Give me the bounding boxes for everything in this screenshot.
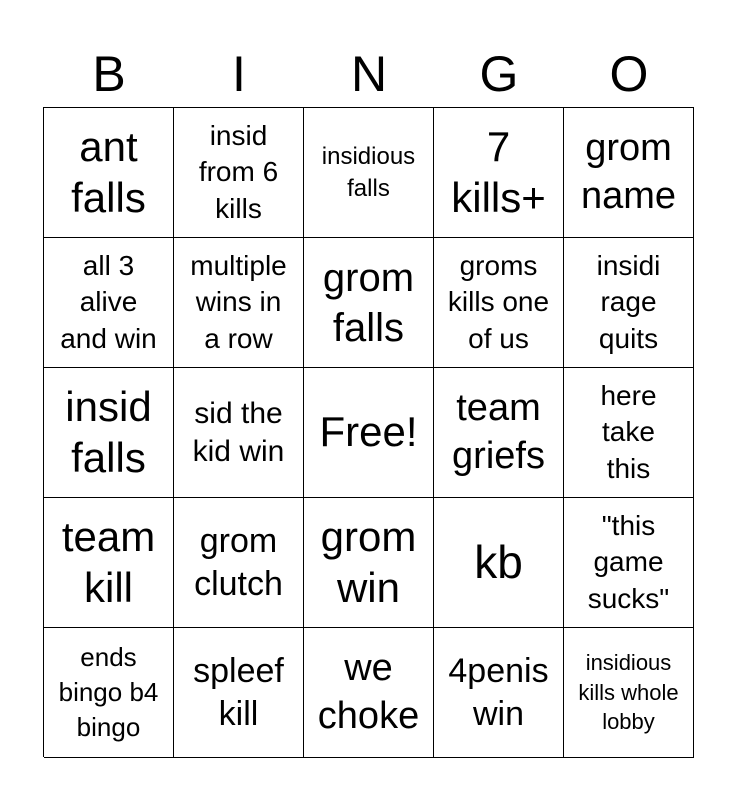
bingo-header xyxy=(44,42,694,106)
bingo-cell-r2c2[interactable]: multiple wins in a row xyxy=(174,238,304,368)
bingo-cell-r2c4[interactable]: groms kills one of us xyxy=(434,238,564,368)
header-letter-n: N xyxy=(350,46,388,102)
free-space-cell[interactable]: Free! xyxy=(304,368,434,498)
bingo-board xyxy=(43,107,694,757)
bingo-cell-r4c5[interactable]: "this game sucks" xyxy=(564,498,694,628)
bingo-cell-r4c1[interactable]: team kill xyxy=(44,498,174,628)
bingo-cell-r5c5[interactable]: insidious kills whole lobby xyxy=(564,628,694,758)
bingo-cell-r4c4[interactable]: kb xyxy=(434,498,564,628)
bingo-cell-r4c2[interactable]: grom clutch xyxy=(174,498,304,628)
bingo-cell-r5c4[interactable]: 4penis win xyxy=(434,628,564,758)
header-letter-i: I xyxy=(232,46,246,102)
bingo-cell-r1c1[interactable]: ant falls xyxy=(44,108,174,238)
bingo-cell-r5c2[interactable]: spleef kill xyxy=(174,628,304,758)
bingo-cell-r5c1[interactable]: ends bingo b4 bingo xyxy=(44,628,174,758)
bingo-cell-r3c1[interactable]: insid falls xyxy=(44,368,174,498)
bingo-cell-r3c4[interactable]: team griefs xyxy=(434,368,564,498)
bingo-cell-r5c3[interactable]: we choke xyxy=(304,628,434,758)
header-letter-o: O xyxy=(609,46,649,102)
bingo-cell-r4c3[interactable]: grom win xyxy=(304,498,434,628)
header-letter-b: B xyxy=(92,46,126,102)
bingo-cell-r1c5[interactable]: grom name xyxy=(564,108,694,238)
bingo-cell-r1c4[interactable]: 7 kills+ xyxy=(434,108,564,238)
bingo-cell-r1c3[interactable]: insidious falls xyxy=(304,108,434,238)
bingo-cell-r2c1[interactable]: all 3 alive and win xyxy=(44,238,174,368)
bingo-cell-r3c2[interactable]: sid the kid win xyxy=(174,368,304,498)
header-letter-g: G xyxy=(479,46,519,102)
bingo-cell-r1c2[interactable]: insid from 6 kills xyxy=(174,108,304,238)
bingo-cell-r3c5[interactable]: here take this xyxy=(564,368,694,498)
bingo-cell-r2c5[interactable]: insidi rage quits xyxy=(564,238,694,368)
bingo-cell-r2c3[interactable]: grom falls xyxy=(304,238,434,368)
